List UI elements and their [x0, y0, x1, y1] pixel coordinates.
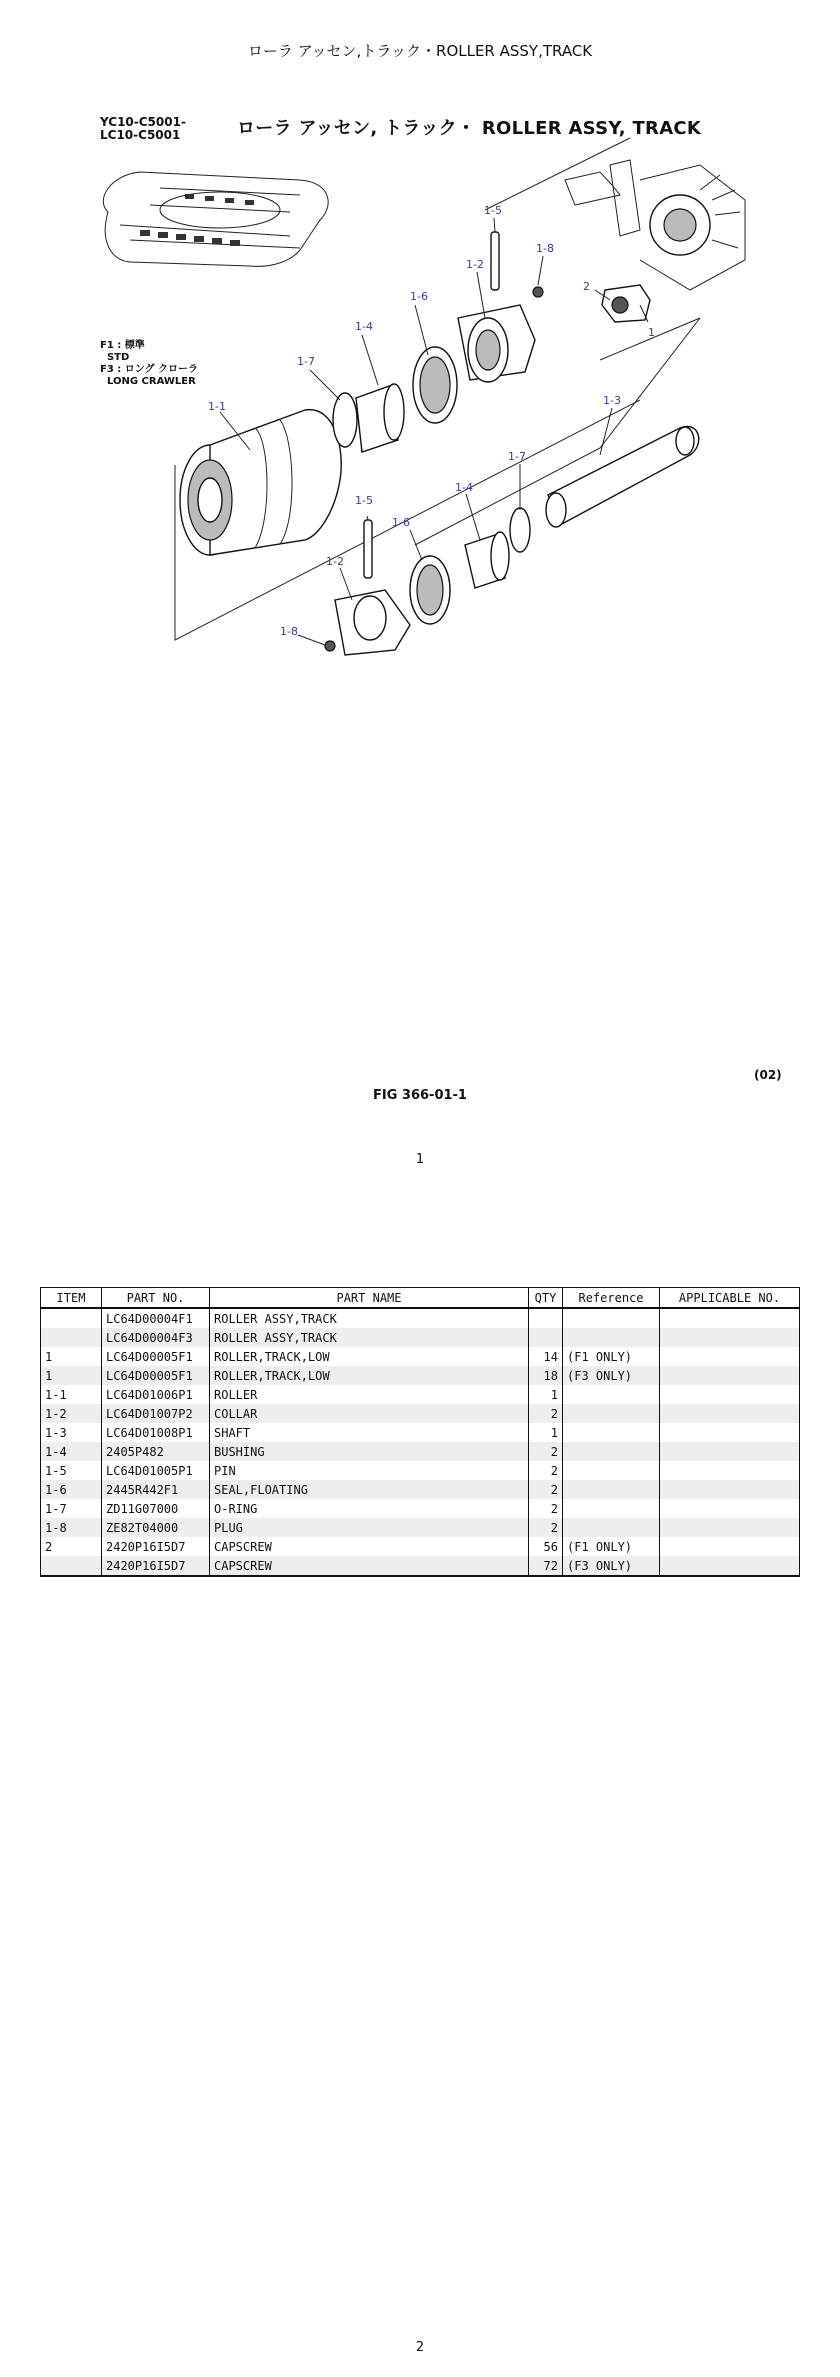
part-no-cell: 2420P16I5D7	[102, 1537, 210, 1556]
reference-cell	[563, 1308, 660, 1328]
variant-line: LONG CRAWLER	[100, 376, 196, 387]
o-ring-a-part	[333, 393, 357, 447]
variant-line: F1 : 標準	[100, 340, 145, 351]
item-cell: 1-8	[41, 1518, 102, 1537]
part-no-cell: 2405P482	[102, 1442, 210, 1461]
qty-cell: 2	[529, 1461, 563, 1480]
callout-1-8: 1-8	[536, 242, 554, 255]
qty-cell	[529, 1308, 563, 1328]
applicable-no-cell	[660, 1308, 800, 1328]
crawler-thumbnail	[103, 172, 328, 266]
callout-1-5: 1-5	[355, 494, 373, 507]
table-row	[41, 1442, 800, 1461]
part-no-cell: LC64D01007P2	[102, 1404, 210, 1423]
applicable-no-cell	[660, 1347, 800, 1366]
part-name-cell: ROLLER	[210, 1385, 529, 1404]
reference-cell	[563, 1442, 660, 1461]
callout-1-8: 1-8	[280, 625, 298, 638]
part-name-cell: PIN	[210, 1461, 529, 1480]
qty-cell: 2	[529, 1518, 563, 1537]
reference-cell	[563, 1461, 660, 1480]
part-no-cell: LC64D00005F1	[102, 1347, 210, 1366]
part-name-cell: ROLLER,TRACK,LOW	[210, 1366, 529, 1385]
reference-cell	[563, 1499, 660, 1518]
part-name-cell: SHAFT	[210, 1423, 529, 1442]
part-name-cell: ROLLER ASSY,TRACK	[210, 1308, 529, 1328]
applicable-no-cell	[660, 1423, 800, 1442]
qty-cell: 2	[529, 1404, 563, 1423]
reference-cell: (F1 ONLY)	[563, 1347, 660, 1366]
qty-cell: 1	[529, 1385, 563, 1404]
table-row	[41, 1423, 800, 1442]
o-ring-b-part	[510, 508, 530, 552]
applicable-no-cell	[660, 1385, 800, 1404]
item-cell: 1	[41, 1347, 102, 1366]
qty-cell: 2	[529, 1499, 563, 1518]
reference-cell: (F3 ONLY)	[563, 1366, 660, 1385]
qty-cell: 72	[529, 1556, 563, 1576]
applicable-no-cell	[660, 1537, 800, 1556]
item-cell: 2	[41, 1537, 102, 1556]
applicable-no-cell	[660, 1328, 800, 1347]
serial-line: YC10-C5001-	[100, 115, 186, 129]
table-header-row	[41, 1288, 800, 1309]
applicable-no-cell	[660, 1480, 800, 1499]
col-part-no: PART NO.	[102, 1288, 210, 1309]
col-item: ITEM	[41, 1288, 102, 1309]
part-name-cell: ROLLER,TRACK,LOW	[210, 1347, 529, 1366]
table-row	[41, 1385, 800, 1404]
plug-a-part	[533, 287, 543, 297]
table-row	[41, 1480, 800, 1499]
part-no-cell: LC64D01008P1	[102, 1423, 210, 1442]
callout-1-7: 1-7	[508, 450, 526, 463]
applicable-no-cell	[660, 1499, 800, 1518]
item-cell	[41, 1308, 102, 1328]
part-no-cell: ZE82T04000	[102, 1518, 210, 1537]
callout-1-6: 1-6	[392, 516, 410, 529]
page-title: ローラ アッセン,トラック・ROLLER ASSY,TRACK	[247, 42, 593, 60]
item-cell: 1-5	[41, 1461, 102, 1480]
item-cell: 1-7	[41, 1499, 102, 1518]
table-row	[41, 1499, 800, 1518]
figure-label: FIG 366-01-1	[373, 1088, 467, 1103]
applicable-no-cell	[660, 1442, 800, 1461]
applicable-no-cell	[660, 1556, 800, 1576]
reference-cell	[563, 1328, 660, 1347]
reference-cell	[563, 1404, 660, 1423]
table-row	[41, 1518, 800, 1537]
callout-1-4: 1-4	[355, 320, 373, 333]
exploded-view-drawing	[0, 0, 840, 1060]
part-name-cell: O-RING	[210, 1499, 529, 1518]
reference-cell: (F3 ONLY)	[563, 1556, 660, 1576]
qty-cell: 18	[529, 1366, 563, 1385]
callout-1-7: 1-7	[297, 355, 315, 368]
callout-1: 1	[648, 326, 655, 339]
pin-a-part	[491, 232, 499, 290]
part-no-cell: LC64D00004F3	[102, 1328, 210, 1347]
callout-1-3: 1-3	[603, 394, 621, 407]
callout-1-2: 1-2	[466, 258, 484, 271]
part-no-cell: LC64D00005F1	[102, 1366, 210, 1385]
col-applicable-no: APPLICABLE NO.	[660, 1288, 800, 1309]
shaft-part	[546, 426, 699, 527]
collar-b-part	[335, 590, 410, 655]
bushing-a-part	[356, 384, 404, 452]
callout-1-4: 1-4	[455, 481, 473, 494]
part-no-cell: LC64D00004F1	[102, 1308, 210, 1328]
table-row	[41, 1461, 800, 1480]
item-cell: 1	[41, 1366, 102, 1385]
table-row	[41, 1366, 800, 1385]
applicable-no-cell	[660, 1518, 800, 1537]
callout-1-6: 1-6	[410, 290, 428, 303]
table-row	[41, 1404, 800, 1423]
part-no-cell: 2420P16I5D7	[102, 1556, 210, 1576]
parts-table-body	[41, 1308, 800, 1576]
reference-cell	[563, 1423, 660, 1442]
callout-2: 2	[583, 280, 590, 293]
part-no-cell: LC64D01005P1	[102, 1461, 210, 1480]
revision-label: (02)	[754, 1068, 782, 1082]
bushing-b-part	[465, 532, 509, 588]
pin-b-part	[364, 520, 372, 578]
applicable-no-cell	[660, 1404, 800, 1423]
qty-cell: 56	[529, 1537, 563, 1556]
qty-cell: 14	[529, 1347, 563, 1366]
table-row	[41, 1347, 800, 1366]
applicable-no-cell	[660, 1461, 800, 1480]
part-name-cell: PLUG	[210, 1518, 529, 1537]
page-number: 2	[415, 2340, 425, 2355]
item-cell: 1-2	[41, 1404, 102, 1423]
item-cell: 1-6	[41, 1480, 102, 1499]
variant-line: F3 : ロング クローラ	[100, 364, 199, 375]
qty-cell	[529, 1328, 563, 1347]
item-cell: 1-1	[41, 1385, 102, 1404]
item-cell	[41, 1556, 102, 1576]
part-name-cell: CAPSCREW	[210, 1537, 529, 1556]
reference-cell	[563, 1518, 660, 1537]
callout-1-5: 1-5	[484, 204, 502, 217]
part-no-cell: 2445R442F1	[102, 1480, 210, 1499]
callout-1-2: 1-2	[326, 555, 344, 568]
serial-line: LC10-C5001	[100, 128, 181, 142]
qty-cell: 1	[529, 1423, 563, 1442]
parts-table	[40, 1287, 800, 1577]
reference-cell: (F1 ONLY)	[563, 1537, 660, 1556]
applicable-no-cell	[660, 1366, 800, 1385]
frame-thumbnail	[565, 160, 745, 322]
drawing-title: ローラ アッセン, トラック・ ROLLER ASSY, TRACK	[237, 118, 702, 139]
table-row	[41, 1537, 800, 1556]
item-cell	[41, 1328, 102, 1347]
item-cell: 1-4	[41, 1442, 102, 1461]
item-cell: 1-3	[41, 1423, 102, 1442]
part-name-cell: CAPSCREW	[210, 1556, 529, 1576]
variant-line: STD	[100, 352, 130, 363]
table-row	[41, 1556, 800, 1576]
col-part-name: PART NAME	[210, 1288, 529, 1309]
part-no-cell: ZD11G07000	[102, 1499, 210, 1518]
callout-1-1: 1-1	[208, 400, 226, 413]
plug-b-part	[325, 641, 335, 651]
table-row	[41, 1308, 800, 1328]
sheet-number: 1	[415, 1152, 425, 1167]
qty-cell: 2	[529, 1480, 563, 1499]
collar-a-part	[458, 305, 535, 382]
roller-part	[180, 410, 341, 555]
part-name-cell: BUSHING	[210, 1442, 529, 1461]
reference-cell	[563, 1480, 660, 1499]
col-reference: Reference	[563, 1288, 660, 1309]
floating-seal-b-part	[410, 556, 450, 624]
table-row	[41, 1328, 800, 1347]
part-no-cell: LC64D01006P1	[102, 1385, 210, 1404]
floating-seal-a-part	[413, 347, 457, 423]
part-name-cell: ROLLER ASSY,TRACK	[210, 1328, 529, 1347]
part-name-cell: COLLAR	[210, 1404, 529, 1423]
col-qty: QTY	[529, 1288, 563, 1309]
part-name-cell: SEAL,FLOATING	[210, 1480, 529, 1499]
reference-cell	[563, 1385, 660, 1404]
qty-cell: 2	[529, 1442, 563, 1461]
